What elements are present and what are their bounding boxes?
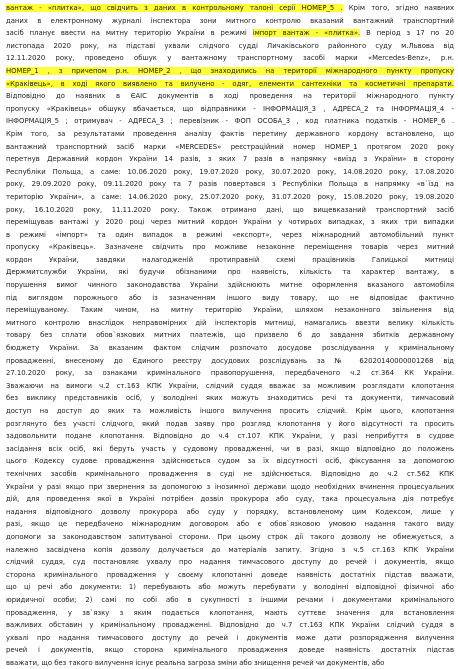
text-line [6,254,454,267]
text-segment: задовольнити подане клопотання. Відповідно до ч.4 ст.107 КПК України, у разі неприбуття в судове [6,432,454,441]
text-segment: бюджету України. За вказаним фактом слідчим розпочато досудове розслідування у кримінальному [6,344,454,353]
text-line [6,153,454,166]
text-segment: переміщував вантажі у 2020 році через митний кордон України у чотирьох випадках, з яких три випадки [6,218,454,227]
text-line [6,493,454,506]
text-segment: допомоги за законодавством запитуваної сторони. При цьому строк дії такого дозволу не обмежується, а [6,532,454,541]
text-line [6,204,454,217]
text-segment: засіб планує ввести на митну територію України в режимі [6,29,253,38]
text-segment: провадженні, внесеному до Єдиного реєстру досудових розслідувань за № 62020140000001268 від [6,356,454,365]
text-line [6,52,454,65]
text-line [6,27,454,40]
text-segment: року, 29.09.2020 року, 09.11.2020 року та 7 разів повертався з Республіки Польща в напрямку «в`їзд на [6,180,454,189]
text-segment: в режимі «імпорт» та один випадок в режимі «експорт», через міжнародний автомобільний пункт [6,230,454,239]
text-segment: важливих обставин у кримінальному провадженні. Відповідно до ч.7 ст.163 КПК України слідчий суддя в [6,621,454,630]
text-segment: слідчий суддя, суд постановляє ухвалу про надання тимчасового доступу до речей і документів, якщо [6,558,454,567]
text-line [6,531,454,544]
text-segment: вважати, що без такого вилучення існує реальна загроза зміни або знищення речей чи документів, або [6,658,385,667]
text-segment: цього Кодексу судове провадження здійснюється судом за їх відсутності осіб, фіксування за допомогою [6,457,454,466]
text-line [6,103,454,116]
text-line [6,141,454,154]
text-segment: Держмитслужби України, які будучи обізнаними про наявність, кількість та характер вантажу, в [6,268,454,277]
text-segment: сторона кримінального провадження у своєму клопотанні доведе наявність достатніх підстав вважати, [6,570,454,579]
text-segment: В період з 17 по 20 [360,29,454,38]
text-segment: провадження, у зв`язку з яким подається клопотання, мають суттєве значення для встановлення [6,608,454,617]
text-segment: Крім того, згідно наявних [342,4,454,12]
text-segment: пропуску «Краківець» обшуку вбачається, що відправники - ІНФОРМАЦІЯ_3 , АДРЕСА_2 та ІНФОРМАЦІЯ_4 - [6,104,454,113]
highlighted-text: «Краківець», в ході якого виявлено та вилучено - одяг, елементи сантехніки та косметичні препарати. [6,79,454,88]
text-line [6,78,454,91]
text-line [6,342,454,355]
text-line [6,607,454,620]
document-body [6,2,454,669]
text-segment: ІНФОРМАЦІЯ_5 ; отримувач - АДРЕСА_3 ; перевізник - ФОП ОСОБА_3 , код платника податків - НОМЕР_6 . [6,117,454,126]
text-segment: під виглядом порожнього або із зазначенням іншого виду товару, що не відповідає фактично [6,293,454,302]
text-line [6,405,454,418]
text-line [6,455,454,468]
text-line [6,279,454,292]
text-line [6,191,454,204]
text-line [6,569,454,582]
text-line [6,380,454,393]
text-segment: належно засвідчена копія дозволу долучається до матеріалів запиту. Згідно з ч.5 ст.163 КПК України [6,545,454,554]
text-line [6,657,454,669]
text-line [6,556,454,569]
text-line [6,90,454,103]
text-line [6,506,454,519]
text-line [6,632,454,645]
text-line [6,2,454,15]
text-segment: Республіки Польща, а саме: 10.06.2020 року, 19.07.2020 року, 30.07.2020 року, 14.08.2020 року, 17.08.2020 [6,167,454,176]
text-line [6,266,454,279]
text-line [6,443,454,456]
text-segment: 12.11.2020 року, проведено обшук у вантажному транспортному засобі марки «Mercedes-Benz», р.н. [6,54,454,63]
text-line [6,329,454,342]
text-line [6,15,454,28]
highlighted-text: НОМЕР_1 , з причепом р.н. НОМЕР_2 , що знаходились на території міжнародного пункту пропуску [6,66,454,75]
text-line [6,229,454,242]
text-segment: даних в електронному журналі інспектора зони митного контролю вказаний вантажний транспортний [6,16,454,25]
text-line [6,115,454,128]
text-segment: переміщуваному. Таким чином, на митну територію України, шляхом незаконного звільнення від [6,306,454,315]
text-line [6,619,454,632]
text-line [6,481,454,494]
text-segment: разі, якщо це передбачено міжнародним договором або є обов`язковою умовою надання такого виду [6,520,454,529]
text-segment: перетнув Державний кордон України 14 разів, з яких 7 разів в напрямку «виїзд з України» в сторону [6,155,454,164]
text-line [6,40,454,53]
text-line [6,418,454,431]
text-line [6,65,454,78]
text-segment: що ці речі або документи: 1) перебувають або можуть перебувати у володінні відповідної фізичної або [6,583,454,592]
highlighted-text: імпорт вантаж - «плитка». [252,29,361,38]
text-line [6,468,454,481]
text-line [6,216,454,229]
text-segment: Крім того, за результатами проведення аналізу фактів перетину державного кордону встановлено, що [6,129,454,138]
text-segment: кордон України, завдяки налагодженій протиправній схемі працівників Галицької митниці [6,255,454,264]
text-segment: листопада 2020 року, на підставі ухвали слідчого судді Личаківського районного суду м.Львова від [6,41,454,50]
text-line [6,292,454,305]
text-line [6,430,454,443]
text-line [6,644,454,657]
text-line [6,392,454,405]
text-segment: товару без сплати обов`язкових митних платежів, що призвело б до завдання збитків державному [6,331,454,340]
text-line [6,581,454,594]
text-segment: без виклику представників осіб, у володінні яких можуть знаходитись речі та документи, тимчасовий [6,394,454,403]
text-segment: Відповідно до наявних в ЄАІС документів в ході проведення на території міжнародного пункту [6,92,454,101]
text-line [6,355,454,368]
text-segment: порушення вимог чинного законодавства України здійснюють митне оформлення вказаного автомобіля [6,281,454,290]
text-segment: пропуску «Краківець». Зазначене свідчить про можливе незаконне переміщення товарів через митний [6,243,454,252]
highlighted-text: вантаж - «плитка», що свідчить з даних в контрольному талоні серії НОМЕР_5 . [6,4,343,12]
text-segment: речей і документів, якщо сторона кримінального провадження доведе наявність достатніх підстав [6,646,454,655]
text-line [6,166,454,179]
text-segment: 27.10.2020 року, за ознаками кримінального правопорушення, передбаченого ч.2 ст.364 КК України. [6,369,454,378]
text-segment: технічних засобів кримінального провадження в суді не здійснюється. Відповідно до ч.2 ст.562 КПК [6,469,454,478]
text-line [6,317,454,330]
text-segment: надання відповідного дозволу прокурора або суду у порядку, встановленому цим Кодексом, лише у [6,507,454,516]
text-line [6,304,454,317]
text-segment: розглянуто без участі слідчого, який подав заяву про розгляд клопотання у його відсутності та просить [6,419,454,428]
text-line [6,128,454,141]
text-segment: дій, для проведення якої в Україні потрібен дозвіл прокурора або суду, така процесуальна дія потребує [6,495,454,504]
text-line [6,367,454,380]
text-line [6,178,454,191]
text-segment: ухвалі про надання тимчасового доступу до речей і документів може дати розпорядження вилучення [6,633,454,642]
text-segment: митного контролю внаслідок неправомірних дій інспекторів митниці, намагались ввезти велику кількість [6,318,454,327]
text-segment: територію України», а саме: 14.06.2020 року, 25.07.2020 року, 31.07.2020 року, 15.08.2020 року, 19.08.2020 [6,192,454,201]
text-line [6,241,454,254]
text-segment: вантажний транспортний засіб марки «MERCEDES» реєстраційний номер НОМЕР_1 протягом 2020 року [6,142,454,151]
text-segment: засідання всіх осіб, які беруть участь у судовому провадженні, чи в разі, якщо відповідно до положень [6,444,454,453]
text-line [6,594,454,607]
text-segment: Зважаючи на вимоги ч.2 ст.163 КПК України, слідчий суддя вважає за можливим розглядати клопотання [6,381,454,390]
text-line [6,518,454,531]
text-segment: України у разі якщо при звернення за допомогою з інозимної держави щодо необхідних вчинення процесуальних [6,482,454,491]
text-segment: юридичної особи; 2) самі по собі або в сукупності з іншими речами і документами кримінального [6,595,454,604]
text-segment: доступ на доступ до яких та можливість іншого вилучення просить слідчий. Крім цього, клопотання [6,407,454,415]
text-line [6,544,454,557]
text-segment: року, 16.10.2020 року, 11.11.2020 року. Також отримано дані, що вищевказаний транспортний засіб [6,205,454,214]
